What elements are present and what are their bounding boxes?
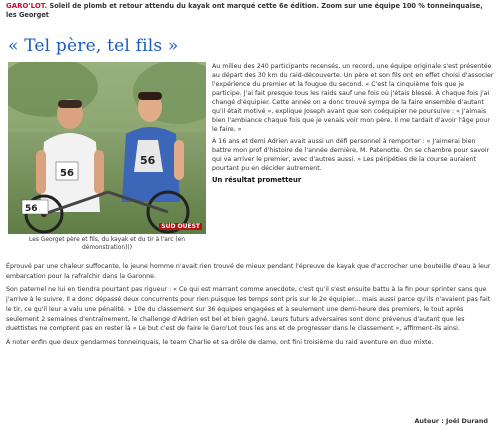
article-body	[6, 262, 494, 352]
column-paragraph: Au milieu des 240 participants recensés, un record, une équipe originale s'est présentée au départ des 30 km du raid-découverte. Un père et son fils ont en effet choisi d'associer l'expérience du premier et la fougue du second. « C'est la cinquième fois que je participe. J'ai fait presque tous les raids sauf une fois où j'étais blessé. À chaque fois j'ai changé d'équipier. Cette année on a donc trouvé sympa de la faire ensemble d'autant qu'il était motivé », explique Joseph avant que son coéquipier ne poursuive : « J'aimais bien l'ambiance chaque fois que je venais voir mon père. Il me tardait d'avoir l'âge pour le faire. »	[212, 63, 494, 133]
article-kicker	[6, 2, 494, 19]
body-paragraph: Son paternel ne lui en tiendra pourtant pas rigueur : « Ce qui est marrant comme anecdote, c'est qu'il s'est ensuite battu à la fin pour sprinter sans que j'arrive à le suivre. Il a donc dépassé deux concurrents pour rien puisque les temps sont pris sur le 2e équipier... mais aussi parce qu'ils n'avaient pas fait le tir, ce qu'il leur a valu une pénalité. » 10e du classement sur 36 équipes engagées et à seulement une demi-heure des premiers, le tout après seulement 2 semaines d'entraînement, le challenge d'Adrien est bel et bien gagné. Leurs futurs adversaires sont donc prévenus d'autant que les duettistes ne comptent pas en rester là « Le but c'est de faire le Garo'Lot tous les ans et de progresser dans le classement », affirment-ils ainsi.	[6, 286, 491, 333]
svg-text:56: 56	[140, 154, 156, 167]
photo-illustration	[8, 62, 206, 234]
kicker-text: Soleil de plomb et retour attendu du kayak ont marqué cette 6e édition. Zoom sur une équipe 100 % tonneinquaise, les Georget	[6, 2, 483, 19]
body-paragraph: Éprouvé par une chaleur suffocante, le jeune homme n'avait rien trouvé de mieux pendant l'épreuve de kayak que d'accrocher une bouteille d'eau à leur embarcation pour la rafraîchir dans la Garonne.	[6, 263, 491, 280]
subheading: Un résultat prometteur	[212, 176, 302, 184]
svg-text:56: 56	[60, 168, 74, 179]
headline: « Tel père, tel fils »	[8, 36, 179, 56]
body-paragraph: À noter enfin que deux gendarmes tonneinquais, le team Charlie et sa drôle de dame, ont fini troisième du raid aventure en duo mixte.	[6, 338, 434, 346]
column-paragraph: À 16 ans et demi Adrien avait aussi un défi personnel à remporter : « J'aimerai bien battre mon prof d'histoire de l'année dernière, M. Patenotte. On se chambre pour savoir qui va arriver le premier, avec d'autres aussi. » Les péripéties de la course auraient pourtant pu en décider autrement.	[212, 138, 490, 172]
photo-caption: Les Georget père et fils, du kayak et du tir à l'arc (en démonstration)()	[29, 237, 185, 251]
svg-text:56: 56	[25, 204, 38, 214]
article-photo	[8, 62, 206, 234]
author-line: Auteur : Joël Durand	[414, 417, 488, 425]
kicker-brand: GARO'LOT.	[6, 2, 48, 10]
photo-credit-logo: SUD OUEST	[161, 223, 200, 230]
article-column	[212, 62, 495, 188]
